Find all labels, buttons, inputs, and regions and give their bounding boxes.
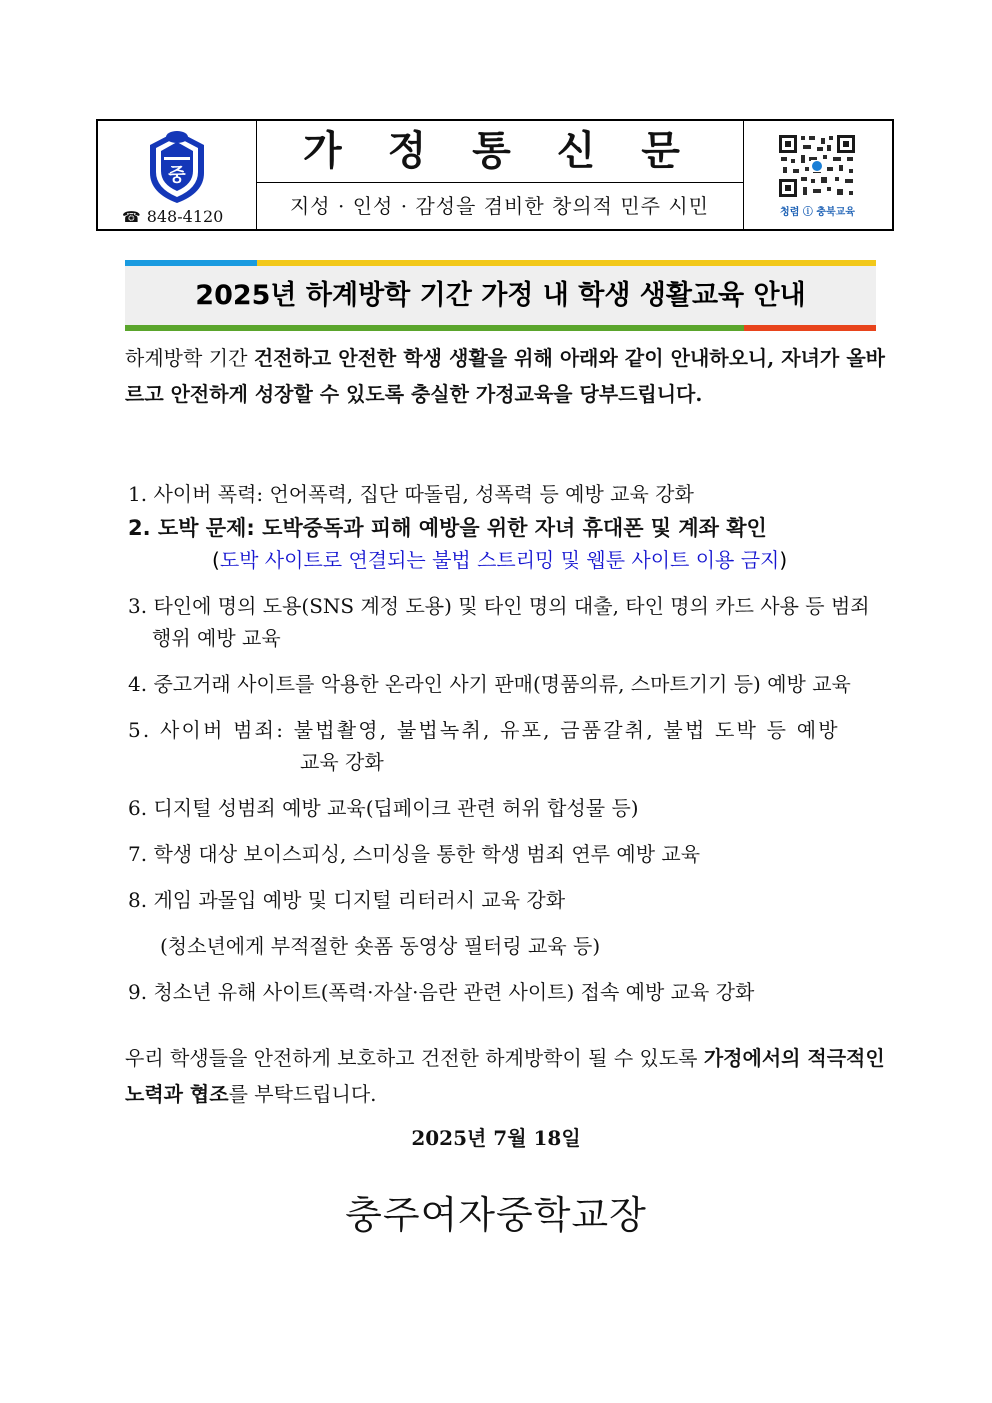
qr-caption: 청렴 ⓘ 충북교육	[780, 207, 855, 218]
emblem-text: 중	[168, 165, 186, 186]
band-bottom-green	[125, 325, 744, 331]
qr-code-icon	[777, 133, 857, 199]
closing-text-plain: 우리 학생들을 안전하게 보호하고 건전한 하계방학이 될 수 있도록	[125, 1046, 704, 1070]
notice-date: 2025년 7월 18일	[411, 1126, 581, 1150]
phone-text: 848-4120	[146, 207, 224, 226]
notice-title-band	[125, 260, 876, 331]
telephone-icon: ☎	[122, 208, 141, 226]
intro-text-plain: 하계방학 기간	[125, 346, 254, 370]
newsletter-title: 가 정 통 신 문	[256, 121, 743, 183]
list-item-8-note: (청소년에게 부적절한 숏폼 동영상 필터링 교육 등)	[160, 934, 601, 958]
notice-title: 2025년 하계방학 기간 가정 내 학생 생활교육 안내	[195, 280, 806, 311]
header-qr-cell	[743, 121, 892, 229]
band-bottom-stripe	[125, 325, 876, 331]
note-blue-text: 도박 사이트로 연결되는 불법 스트리밍 및 웹툰 사이트 이용 금지	[219, 548, 780, 572]
list-item-8: 8. 게임 과몰입 예방 및 디지털 리터러시 교육 강화	[128, 888, 566, 912]
school-motto: 지성 · 인성 · 감성을 겸비한 창의적 민주 시민	[289, 194, 709, 218]
closing-text-end: 를 부탁드립니다.	[228, 1082, 377, 1106]
list-item-4: 4. 중고거래 사이트를 악용한 온라인 사기 판매(명품의류, 스마트기기 등) 예방 교육	[128, 672, 851, 696]
band-bottom-red	[744, 325, 876, 331]
intro-paragraph	[125, 340, 885, 412]
newsletter-header	[96, 119, 894, 231]
header-logo-cell	[98, 121, 257, 229]
list-item-9: 9. 청소년 유해 사이트(폭력·자살·음란 관련 사이트) 접속 예방 교육 강화	[128, 980, 755, 1004]
list-item-7: 7. 학생 대상 보이스피싱, 스미싱을 통한 학생 범죄 연루 예방 교육	[128, 842, 701, 866]
closing-text-bold: 가정에서의 적극적인 노력과 협조	[125, 1046, 885, 1106]
list-item-5: 5. 사이버 범죄: 불법촬영, 불법녹취, 유포, 금품갈취, 불법 도박 등 예방	[128, 718, 840, 742]
intro-text-bold: 건전하고 안전한 학생 생활을 위해 아래와 같이 안내하오니, 자녀가 올바르고 안전하게 성장할 수 있도록 충실한 가정교육을 당부드립니다.	[125, 346, 885, 406]
note-close-paren: )	[779, 548, 788, 572]
school-emblem-icon	[142, 127, 212, 205]
header-center-cell	[256, 121, 744, 229]
list-item-2-note	[212, 544, 787, 576]
closing-paragraph	[125, 1040, 885, 1112]
list-item-6: 6. 디지털 성범죄 예방 교육(딥페이크 관련 허위 합성물 등)	[128, 796, 639, 820]
list-item-2: 2. 도박 문제: 도박중독과 피해 예방을 위한 자녀 휴대폰 및 계좌 확인	[128, 516, 767, 540]
principal-signature: 충주여자중학교장	[345, 1193, 647, 1237]
phone-number	[122, 207, 223, 226]
list-item-1: 1. 사이버 폭력: 언어폭력, 집단 따돌림, 성폭력 등 예방 교육 강화	[128, 482, 694, 506]
list-item-3: 3. 타인에 명의 도용(SNS 계정 도용) 및 타인 명의 대출, 타인 명의 카드 사용 등 범죄 행위 예방 교육	[128, 594, 870, 650]
note-open-paren: (	[212, 548, 220, 572]
list-item-5-cont: 교육 강화	[300, 750, 384, 774]
